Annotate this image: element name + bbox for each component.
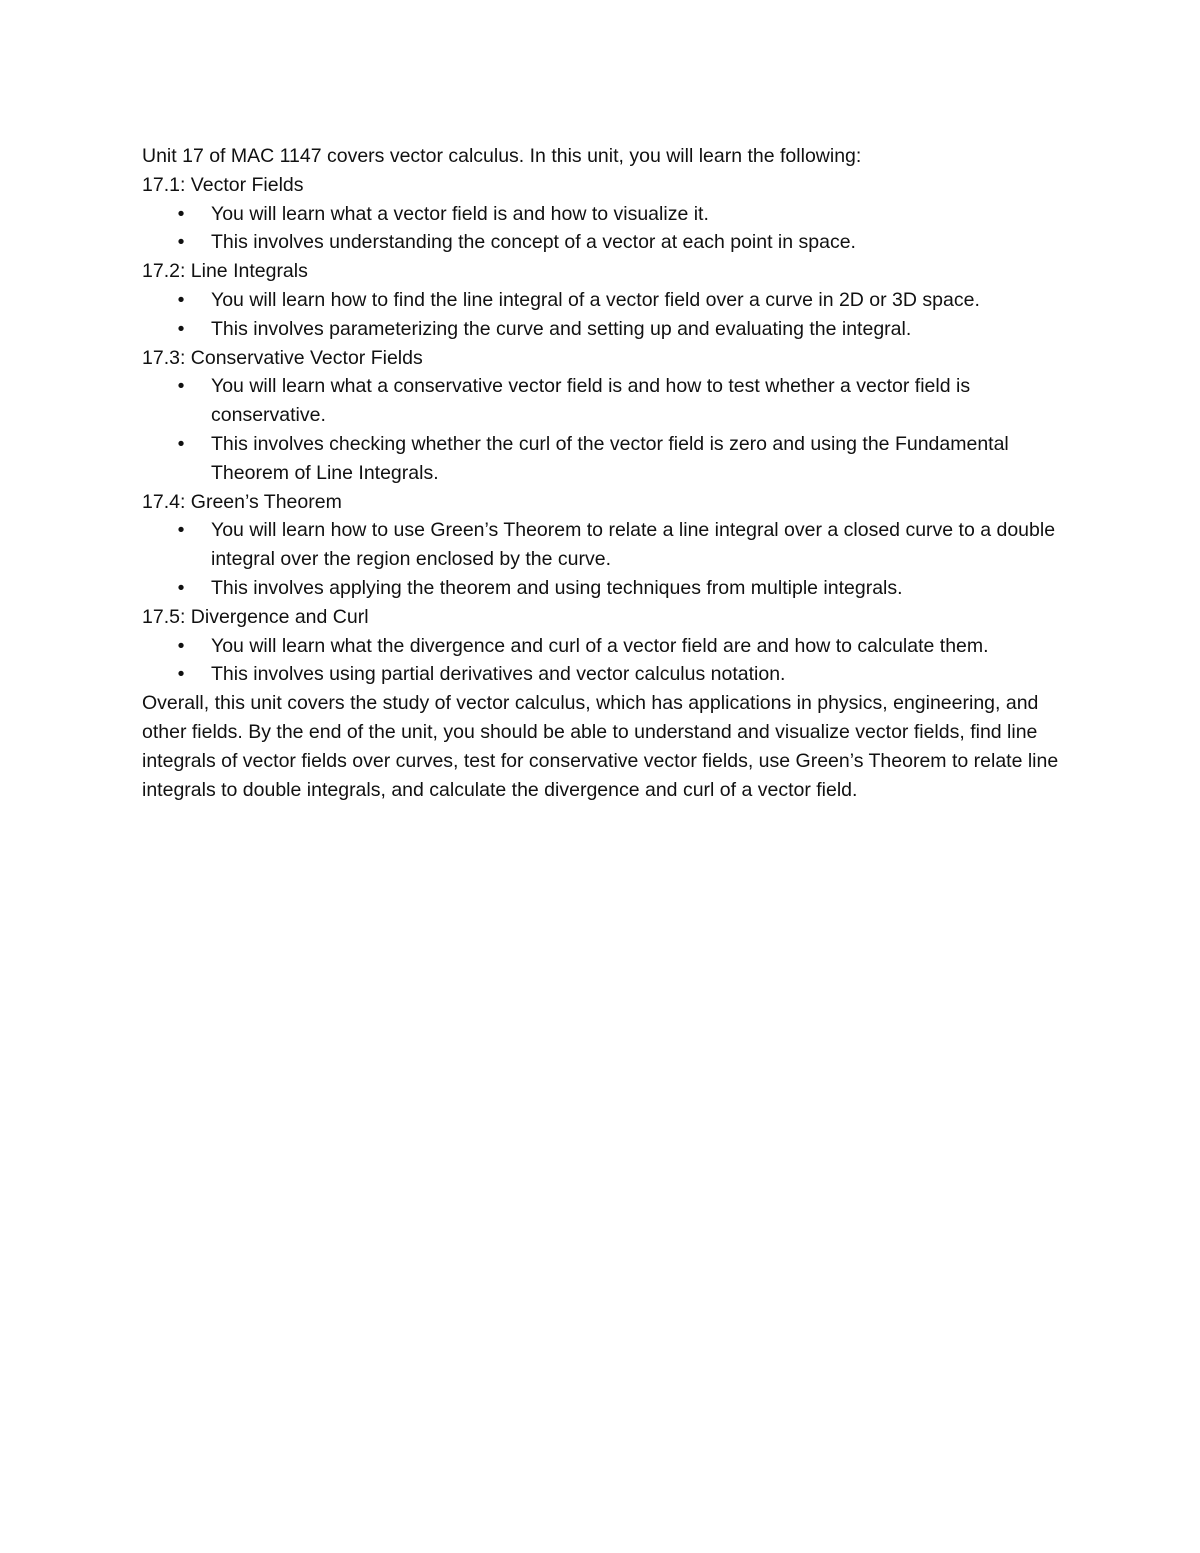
list-item-text: This involves understanding the concept of a vector at each point in space.: [211, 231, 856, 254]
list-item: [142, 660, 1062, 689]
section-heading: 17.1: Vector Fields: [142, 173, 304, 196]
bullet-icon: •: [177, 288, 185, 311]
list-item-text: You will learn what the divergence and curl of a vector field are and how to calculate them.: [211, 634, 989, 657]
bullet-list: [142, 632, 1062, 690]
bullet-icon: •: [177, 432, 185, 455]
conclusion-paragraph: Overall, this unit covers the study of vector calculus, which has applications in physics, engineering, and other fields. By the end of the unit, you should be able to understand and visualize vector fields, find line integrals of vector fields over curves, test for conservative vector fields, use Green’s Theorem to relate line integrals to double integrals, and calculate the divergence and curl of a vector field.: [142, 692, 1059, 801]
section-17-2: [142, 257, 1062, 343]
list-item-text: You will learn what a vector field is and how to visualize it.: [211, 202, 709, 225]
section-heading: 17.3: Conservative Vector Fields: [142, 346, 423, 369]
list-item: [142, 632, 1062, 661]
intro-paragraph: Unit 17 of MAC 1147 covers vector calculus. In this unit, you will learn the following:: [142, 145, 862, 167]
section-heading: 17.5: Divergence and Curl: [142, 605, 369, 628]
list-item-text: This involves checking whether the curl of the vector field is zero and using the Fundamental Theorem of Line Integrals.: [211, 432, 1009, 484]
list-item: [142, 228, 1062, 257]
bullet-list: [142, 516, 1062, 602]
document-body: [142, 142, 1062, 804]
bullet-icon: •: [177, 663, 185, 686]
section-17-3: [142, 344, 1062, 488]
bullet-icon: •: [177, 634, 185, 657]
section-17-1: [142, 171, 1062, 257]
list-item: [142, 430, 1062, 488]
bullet-icon: •: [177, 519, 185, 542]
list-item-text: This involves applying the theorem and using techniques from multiple integrals.: [211, 576, 903, 599]
bullet-icon: •: [177, 231, 185, 254]
bullet-icon: •: [177, 375, 185, 398]
list-item: [142, 200, 1062, 229]
list-item-text: You will learn how to find the line integral of a vector field over a curve in 2D or 3D space.: [211, 288, 980, 311]
section-17-4: [142, 488, 1062, 603]
list-item-text: You will learn how to use Green’s Theorem to relate a line integral over a closed curve to a double integral over the region enclosed by the curve.: [211, 519, 1056, 571]
bullet-list: [142, 286, 1062, 344]
section-17-5: [142, 603, 1062, 689]
list-item: [142, 372, 1062, 430]
list-item-text: This involves parameterizing the curve and setting up and evaluating the integral.: [211, 317, 912, 340]
list-item: [142, 315, 1062, 344]
list-item: [142, 516, 1062, 574]
bullet-icon: •: [177, 202, 185, 225]
list-item: [142, 286, 1062, 315]
section-heading: 17.2: Line Integrals: [142, 260, 308, 283]
section-heading: 17.4: Green’s Theorem: [142, 490, 342, 513]
bullet-icon: •: [177, 576, 185, 599]
list-item: [142, 574, 1062, 603]
list-item-text: This involves using partial derivatives and vector calculus notation.: [211, 663, 786, 686]
bullet-icon: •: [177, 317, 185, 340]
list-item-text: You will learn what a conservative vector field is and how to test whether a vector field is conservative.: [211, 375, 971, 427]
bullet-list: [142, 200, 1062, 258]
bullet-list: [142, 372, 1062, 487]
